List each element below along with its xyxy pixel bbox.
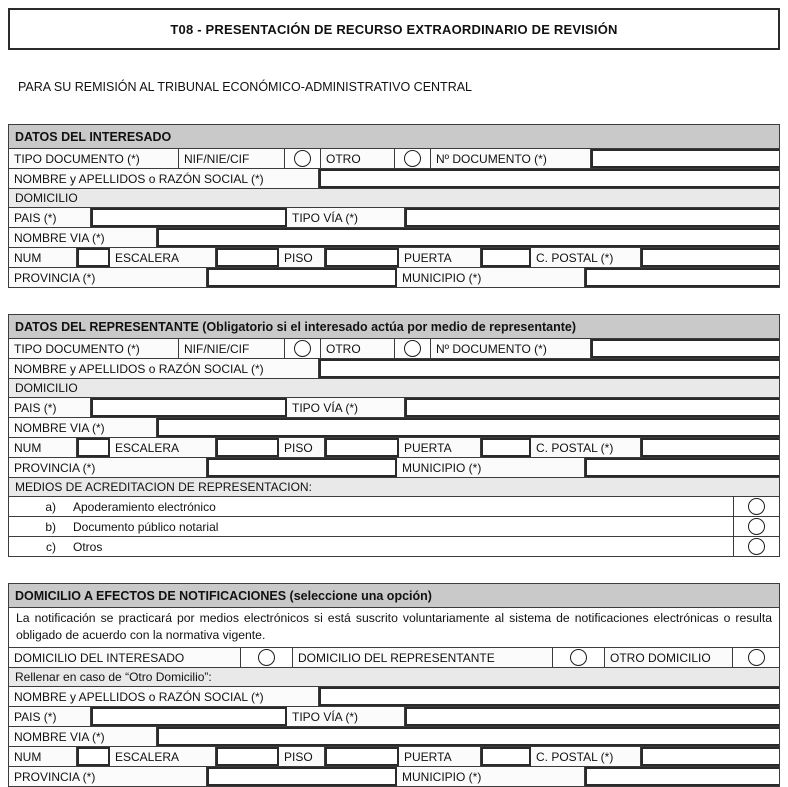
otro-label: OTRO: [321, 149, 395, 168]
puerta-label: PUERTA: [399, 248, 481, 267]
nombre-via-input[interactable]: [157, 727, 779, 746]
nombre-via-label: NOMBRE VIA (*): [9, 418, 157, 437]
tipo-via-input[interactable]: [405, 208, 779, 227]
otro-radio-circle: [404, 340, 421, 357]
num-label: NUM: [9, 438, 77, 457]
tipo-via-label: TIPO VÍA (*): [287, 707, 405, 726]
nombre-via-label: NOMBRE VIA (*): [9, 228, 157, 247]
option-row-otros: [9, 536, 779, 556]
tipo-via-input[interactable]: [405, 707, 779, 726]
option-label-documento-publico-notarial: Documento público notarial: [73, 519, 219, 534]
puerta-input[interactable]: [481, 248, 531, 267]
option-row-documento-publico-notarial: [9, 516, 779, 536]
field-row: [9, 148, 779, 168]
c-postal-label: C. POSTAL (*): [531, 248, 641, 267]
section-datos-del-interesado: [8, 124, 780, 288]
pais-label: PAIS (*): [9, 398, 91, 417]
num-input[interactable]: [77, 248, 110, 267]
option-row-apoderamiento-electronico: [9, 496, 779, 516]
escalera-input[interactable]: [216, 747, 279, 766]
field-row: [9, 437, 779, 457]
piso-label: PISO: [279, 747, 325, 766]
section-header-domicilio-a-efectos-de-notificaciones-seleccione-una-opcion: DOMICILIO A EFECTOS DE NOTIFICACIONES (seleccione una opción): [9, 584, 779, 607]
num-label: NUM: [9, 747, 77, 766]
municipio-label: MUNICIPIO (*): [397, 268, 585, 287]
puerta-input[interactable]: [481, 438, 531, 457]
tipo-documento-label: TIPO DOCUMENTO (*): [9, 339, 179, 358]
escalera-label: ESCALERA: [110, 438, 216, 457]
domicilio-del-interesado-radio-circle: [258, 649, 275, 666]
field-row: [9, 267, 779, 287]
pais-input[interactable]: [91, 707, 287, 726]
escalera-label: ESCALERA: [110, 747, 216, 766]
form-subtitle: PARA SU REMISIÓN AL TRIBUNAL ECONÓMICO-ADMINISTRATIVO CENTRAL: [18, 80, 473, 94]
c-postal-label: C. POSTAL (*): [531, 747, 641, 766]
provincia-input[interactable]: [207, 268, 397, 287]
nombre-y-apellidos-o-razon-social-input[interactable]: [319, 359, 779, 378]
nif-nie-cif-radio[interactable]: [285, 339, 321, 358]
tipo-via-label: TIPO VÍA (*): [287, 208, 405, 227]
escalera-input[interactable]: [216, 438, 279, 457]
form-title: T08 - PRESENTACIÓN DE RECURSO EXTRAORDINARIO DE REVISIÓN: [170, 21, 618, 37]
municipio-input[interactable]: [585, 458, 779, 477]
provincia-input[interactable]: [207, 767, 397, 786]
field-row: [9, 726, 779, 746]
field-row: [9, 397, 779, 417]
nombre-y-apellidos-o-razon-social-label: NOMBRE y APELLIDOS o RAZÓN SOCIAL (*): [9, 359, 319, 378]
documento-publico-notarial-radio-circle: [748, 518, 765, 535]
section-domicilio-a-efectos-de-notificaciones-seleccione-una-opcion: [8, 583, 780, 787]
notification-note: La notificación se practicará por medios electrónicos si está suscrito voluntariamente al sistema de notificaciones electrónicas o resulta obligado de acuerdo con la normativa vigente.: [9, 607, 779, 647]
provincia-label: PROVINCIA (*): [9, 767, 207, 786]
field-row: [9, 247, 779, 267]
field-row: [9, 766, 779, 786]
nif-nie-cif-label: NIF/NIE/CIF: [179, 339, 285, 358]
nombre-y-apellidos-o-razon-social-label: NOMBRE y APELLIDOS o RAZÓN SOCIAL (*): [9, 169, 319, 188]
documento-publico-notarial-radio[interactable]: [733, 517, 779, 536]
otro-domicilio-label: OTRO DOMICILIO: [605, 648, 733, 667]
nif-nie-cif-radio-circle: [294, 340, 311, 357]
option-label-otros: Otros: [73, 539, 103, 554]
domicilio-del-representante-radio[interactable]: [553, 648, 605, 667]
option-label-apoderamiento-electronico: Apoderamiento electrónico: [73, 499, 216, 514]
otro-domicilio-radio[interactable]: [733, 648, 779, 667]
domicilio-del-interesado-label: DOMICILIO DEL INTERESADO: [9, 648, 241, 667]
no-documento-input[interactable]: [591, 339, 779, 358]
c-postal-input[interactable]: [641, 438, 779, 457]
field-row: [9, 168, 779, 188]
nif-nie-cif-radio[interactable]: [285, 149, 321, 168]
escalera-label: ESCALERA: [110, 248, 216, 267]
form-title-box: [8, 8, 780, 50]
section-header-datos-del-representante-obligatorio-si-el-interesado-actua-por-medio-de-representante: DATOS DEL REPRESENTANTE (Obligatorio si el interesado actúa por medio de representante): [9, 315, 779, 338]
pais-label: PAIS (*): [9, 707, 91, 726]
option-letter-documento-publico-notarial: b): [45, 519, 56, 534]
otro-radio[interactable]: [395, 149, 431, 168]
subheader-domicilio: DOMICILIO: [9, 188, 779, 207]
section-datos-del-representante-obligatorio-si-el-interesado-actua-por-medio-de-representante: [8, 314, 780, 557]
otros-radio-circle: [748, 538, 765, 555]
domicilio-del-representante-radio-circle: [570, 649, 587, 666]
option-letter-otros: c): [46, 539, 56, 554]
municipio-input[interactable]: [585, 767, 779, 786]
field-row: [9, 706, 779, 726]
nombre-via-input[interactable]: [157, 228, 779, 247]
subheader-rellenar-en-caso-de-otro-domicilio: Rellenar en caso de “Otro Domicilio”:: [9, 667, 779, 686]
subheader-medios-de-acreditacion-de-representacion: MEDIOS DE ACREDITACION DE REPRESENTACION:: [9, 477, 779, 496]
otro-label: OTRO: [321, 339, 395, 358]
num-input[interactable]: [77, 438, 110, 457]
no-documento-label: Nº DOCUMENTO (*): [431, 339, 591, 358]
field-row: [9, 358, 779, 378]
field-row: [9, 686, 779, 706]
option-letter-apoderamiento-electronico: a): [45, 499, 56, 514]
provincia-label: PROVINCIA (*): [9, 268, 207, 287]
nombre-y-apellidos-o-razon-social-label: NOMBRE y APELLIDOS o RAZÓN SOCIAL (*): [9, 687, 319, 706]
field-row: [9, 338, 779, 358]
puerta-label: PUERTA: [399, 747, 481, 766]
pais-label: PAIS (*): [9, 208, 91, 227]
c-postal-input[interactable]: [641, 747, 779, 766]
apoderamiento-electronico-radio-circle: [748, 498, 765, 515]
piso-input[interactable]: [325, 248, 399, 267]
puerta-input[interactable]: [481, 747, 531, 766]
puerta-label: PUERTA: [399, 438, 481, 457]
num-label: NUM: [9, 248, 77, 267]
piso-label: PISO: [279, 248, 325, 267]
nif-nie-cif-radio-circle: [294, 150, 311, 167]
apoderamiento-electronico-radio[interactable]: [733, 497, 779, 516]
municipio-input[interactable]: [585, 268, 779, 287]
provincia-label: PROVINCIA (*): [9, 458, 207, 477]
section-header-datos-del-interesado: DATOS DEL INTERESADO: [9, 125, 779, 148]
field-row: [9, 457, 779, 477]
pais-input[interactable]: [91, 398, 287, 417]
nombre-y-apellidos-o-razon-social-input[interactable]: [319, 687, 779, 706]
domicilio-del-interesado-radio[interactable]: [241, 648, 293, 667]
otro-radio[interactable]: [395, 339, 431, 358]
c-postal-input[interactable]: [641, 248, 779, 267]
no-documento-input[interactable]: [591, 149, 779, 168]
municipio-label: MUNICIPIO (*): [397, 458, 585, 477]
otro-domicilio-radio-circle: [748, 649, 765, 666]
otros-radio[interactable]: [733, 537, 779, 556]
form-sections: [8, 124, 780, 787]
field-row: [9, 417, 779, 437]
field-row: [9, 207, 779, 227]
otro-radio-circle: [404, 150, 421, 167]
tipo-via-label: TIPO VÍA (*): [287, 398, 405, 417]
nombre-via-label: NOMBRE VIA (*): [9, 727, 157, 746]
field-row: [9, 227, 779, 247]
escalera-input[interactable]: [216, 248, 279, 267]
piso-label: PISO: [279, 438, 325, 457]
nif-nie-cif-label: NIF/NIE/CIF: [179, 149, 285, 168]
piso-input[interactable]: [325, 438, 399, 457]
c-postal-label: C. POSTAL (*): [531, 438, 641, 457]
field-row: [9, 647, 779, 667]
domicilio-del-representante-label: DOMICILIO DEL REPRESENTANTE: [293, 648, 553, 667]
pais-input[interactable]: [91, 208, 287, 227]
no-documento-label: Nº DOCUMENTO (*): [431, 149, 591, 168]
nombre-via-input[interactable]: [157, 418, 779, 437]
piso-input[interactable]: [325, 747, 399, 766]
tipo-via-input[interactable]: [405, 398, 779, 417]
provincia-input[interactable]: [207, 458, 397, 477]
municipio-label: MUNICIPIO (*): [397, 767, 585, 786]
tipo-documento-label: TIPO DOCUMENTO (*): [9, 149, 179, 168]
field-row: [9, 746, 779, 766]
nombre-y-apellidos-o-razon-social-input[interactable]: [319, 169, 779, 188]
subheader-domicilio: DOMICILIO: [9, 378, 779, 397]
num-input[interactable]: [77, 747, 110, 766]
